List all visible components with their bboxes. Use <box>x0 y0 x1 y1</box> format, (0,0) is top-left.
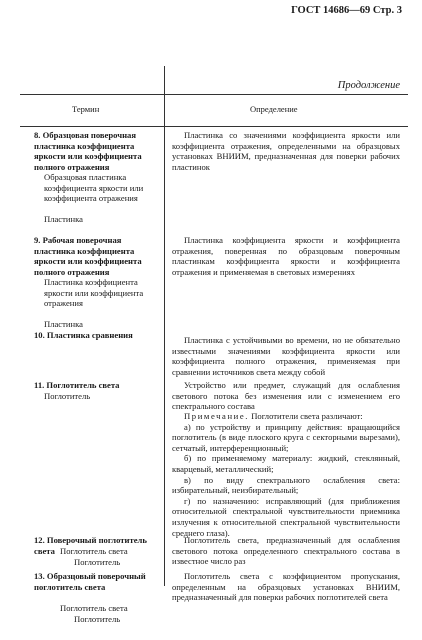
definition-9: Пластинка коэффициента яркости и коэффициента отражения, поверенная по образцовым поверочным пластинкам коэффициента яркости и коэффициента отражения и применяемая в световых измерениях <box>172 235 400 277</box>
page-header: ГОСТ 14686—69 Стр. 3 <box>291 5 402 16</box>
definition-10: Пластинка с устойчивыми во времени, но не обязательно известными значениями коэффициента яркости или коэффициента полного отражения, применяемая при сравнении источников света между собой <box>172 335 400 377</box>
note-item-c: в) по виду спектрального ослабления света: избирательный, неизбирательный; <box>172 474 400 496</box>
term-10: 10. Пластинка сравнения <box>34 330 133 340</box>
term-13: 13. Образцовый поверочный поглотитель света <box>34 571 146 592</box>
column-header-term: Термин <box>72 104 100 114</box>
term-9-synonyms: Пластинка коэффициента яркости или коэффициента отражения <box>44 277 144 309</box>
table-top-rule <box>20 94 408 95</box>
note-text: Поглотители света различают: <box>251 411 363 421</box>
column-divider <box>164 66 165 586</box>
column-header-definition: Определение <box>250 104 298 114</box>
note-item-b: б) по применяемому материалу: жидкий, стеклянный, кварцевый, металлический; <box>172 453 400 474</box>
term-12: 12. Поверочный поглотитель света <box>34 535 147 556</box>
definition-11: Устройство или предмет, служащий для ослабления светового потока без изменения или с изменением его спектрального состава <box>172 380 400 412</box>
note-title: Примечание. <box>184 411 250 421</box>
term-13-syn1: Поглотитель света <box>60 603 128 613</box>
term-9-short: Пластинка <box>44 319 83 329</box>
term-8: 8. Образцовая поверочная пластинка коэффициента яркости или коэффициента полного отражения <box>34 130 142 172</box>
term-11-short: Поглотитель <box>44 391 91 401</box>
term-11: 11. Поглотитель света <box>34 380 120 390</box>
definition-8: Пластинка со значениями коэффициента яркости или коэффициента отражения, определенными на образцовых установках ВНИИМ, предназначенная для поверки рабочих пластинок <box>172 130 400 172</box>
continuation-label: Продолжение <box>337 80 400 91</box>
term-8-synonyms: Образцовая пластинка коэффициента яркости или коэффициента отражения <box>44 172 144 204</box>
term-12-syn1: Поглотитель света <box>60 546 128 556</box>
term-13-syn2: Поглотитель <box>74 614 121 624</box>
definition-13: Поглотитель света с коэффициентом пропускания, определенным на образцовых установках ВНИИМ, предназначенный для поверки рабочих поглотителей света <box>172 571 400 603</box>
table-header-rule <box>20 126 408 127</box>
note-item-d: г) по назначению: исправляющий (для приближения относительной спектральной чувствительности приемника излучения к относительной спектральной чувствительности среднего глаза). <box>172 495 400 538</box>
note-item-a: а) по устройству и принципу действия: вращающийся поглотитель (в виде плоского круга с секторными вырезами), сетчатый, интерференционный; <box>172 421 400 453</box>
term-8-short: Пластинка <box>44 214 83 224</box>
term-12-syn2: Поглотитель <box>74 557 121 567</box>
term-9: 9. Рабочая поверочная пластинка коэффициента яркости или коэффициента полного отражения <box>34 235 142 277</box>
definition-12: Поглотитель света, предназначенный для ослабления светового потока определенного спектрального состава в известное число раз <box>172 535 400 567</box>
note-11 <box>172 411 400 538</box>
